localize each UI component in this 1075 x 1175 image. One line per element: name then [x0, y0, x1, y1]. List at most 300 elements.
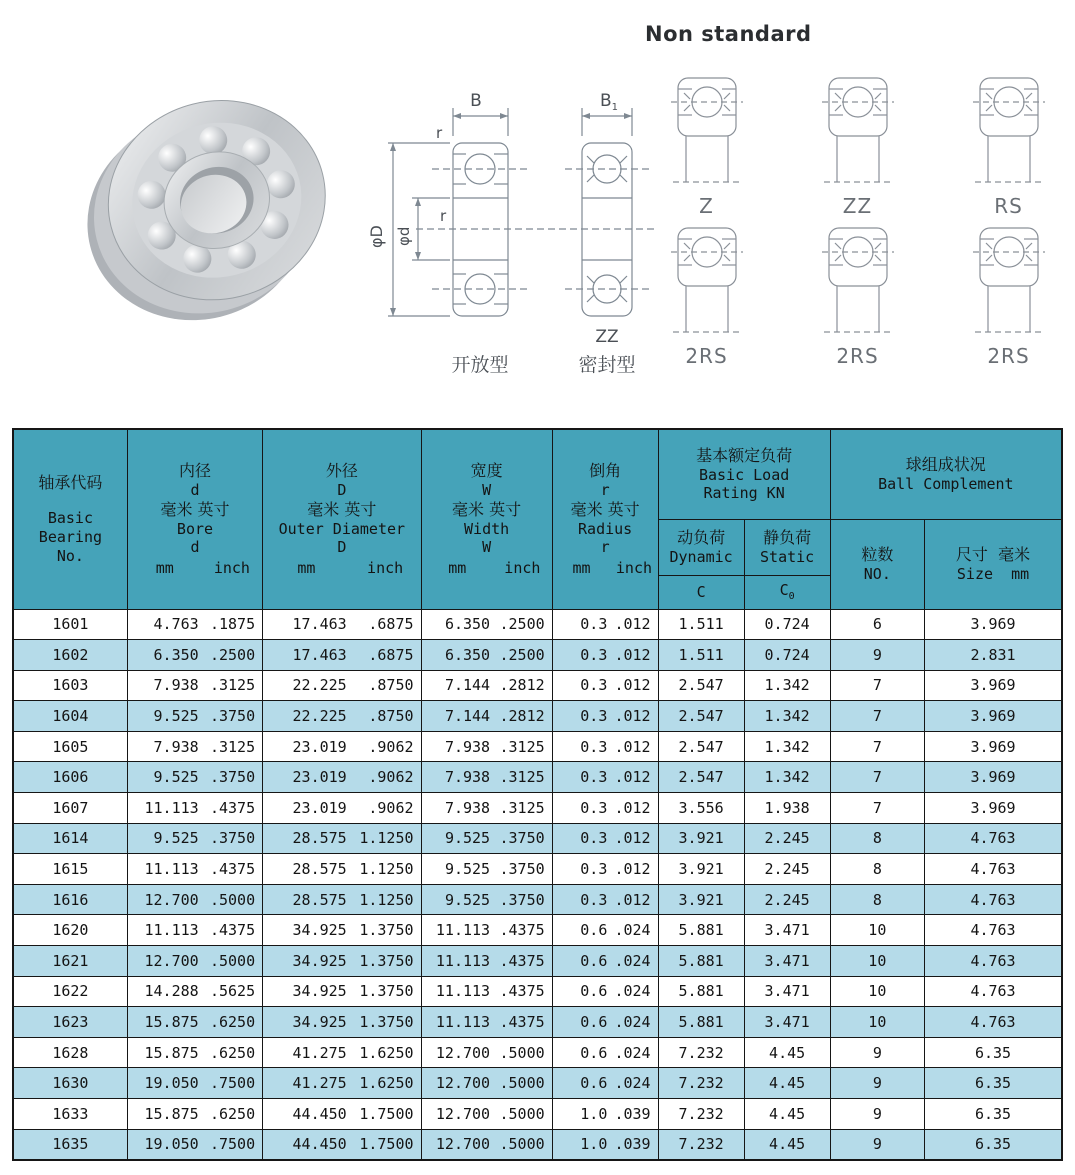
cell-outer-diameter [263, 946, 421, 977]
cell-dynamic-load: 3.921 [658, 854, 744, 885]
cell-outer-diameter [263, 609, 421, 640]
cell-width [421, 1129, 552, 1160]
bore-inch-value: .2500 [209, 645, 256, 664]
table-row [13, 884, 1062, 915]
cell-bore [127, 1068, 262, 1099]
width-inch-value: .2500 [499, 615, 545, 634]
cell-bearing-no: 1628 [13, 1037, 127, 1068]
od-mm-value: 41.275 [292, 1043, 347, 1062]
radius-mm-value: 0.3 [580, 768, 608, 787]
od-mm-value: 28.575 [292, 829, 347, 848]
radius-mm-value: 1.0 [580, 1104, 608, 1123]
non-standard-label: ZZ [842, 194, 873, 218]
bore-mm-value: 12.700 [144, 890, 199, 909]
cell-ball-size: 4.763 [925, 1007, 1062, 1038]
cell-static-load: 3.471 [744, 946, 830, 977]
cell-ball-count: 9 [830, 1129, 924, 1160]
cell-ball-count: 7 [830, 701, 924, 732]
cell-ball-count: 8 [830, 854, 924, 885]
bore-mm-value: 9.525 [153, 768, 199, 787]
table-row [13, 823, 1062, 854]
cell-outer-diameter [263, 854, 421, 885]
cell-static-load: 0.724 [744, 609, 830, 640]
cell-radius [552, 1068, 658, 1099]
od-mm-value: 17.463 [292, 615, 347, 634]
cell-radius [552, 1037, 658, 1068]
cell-radius [552, 884, 658, 915]
cell-radius [552, 701, 658, 732]
width-mm-value: 11.113 [435, 982, 491, 1001]
cell-ball-size: 4.763 [925, 976, 1062, 1007]
cell-dynamic-load: 2.547 [658, 762, 744, 793]
cell-ball-count: 7 [830, 731, 924, 762]
od-inch-value: 1.3750 [359, 951, 414, 970]
cell-bearing-no: 1615 [13, 854, 127, 885]
cell-bore [127, 1007, 262, 1038]
cell-outer-diameter [263, 1099, 421, 1130]
width-mm-value: 11.113 [435, 1013, 491, 1032]
table-row [13, 1007, 1062, 1038]
bore-inch-value: .6250 [209, 1013, 256, 1032]
cell-ball-size: 3.969 [925, 670, 1062, 701]
bore-inch-value: .3125 [209, 676, 256, 695]
cell-static-load: 4.45 [744, 1037, 830, 1068]
seal-type-diagram-icon [822, 222, 894, 344]
bore-mm-value: 11.113 [144, 798, 199, 817]
cell-ball-size: 4.763 [925, 884, 1062, 915]
od-mm-value: 34.925 [292, 951, 347, 970]
cell-outer-diameter [263, 731, 421, 762]
od-inch-value: .9062 [368, 798, 414, 817]
bore-mm-value: 19.050 [144, 1074, 199, 1093]
dim-label-r-top: r [436, 124, 443, 142]
cell-bearing-no: 1630 [13, 1068, 127, 1099]
width-inch-value: .4375 [499, 1013, 545, 1032]
cell-bore [127, 823, 262, 854]
bore-mm-value: 14.288 [144, 982, 199, 1001]
width-mm-value: 12.700 [435, 1074, 491, 1093]
col-header-outer-diameter: 外径 D 毫米 英寸 Outer Diameter D mm inch [263, 429, 421, 609]
width-mm-value: 12.700 [435, 1135, 491, 1154]
cell-dynamic-load: 5.881 [658, 946, 744, 977]
bore-inch-value: .1875 [209, 615, 256, 634]
seal-type-diagram-icon [973, 222, 1045, 344]
radius-inch-value: .024 [614, 1043, 651, 1062]
cell-ball-size: 3.969 [925, 701, 1062, 732]
dim-label-phiD: φD [367, 225, 386, 248]
od-mm-value: 22.225 [292, 707, 347, 726]
bore-mm-value: 7.938 [153, 737, 199, 756]
cell-ball-count: 9 [830, 1099, 924, 1130]
col-header-width: 宽度 W 毫米 英寸 Width W mm inch [421, 429, 552, 609]
radius-mm-value: 0.6 [580, 1074, 608, 1093]
cell-dynamic-load: 7.232 [658, 1129, 744, 1160]
cell-ball-count: 9 [830, 1068, 924, 1099]
cell-ball-size: 6.35 [925, 1129, 1062, 1160]
cell-width [421, 1099, 552, 1130]
cell-bore [127, 640, 262, 671]
cell-ball-count: 10 [830, 976, 924, 1007]
bore-inch-value: .3750 [209, 768, 256, 787]
non-standard-item [659, 72, 754, 218]
non-standard-label: Z [699, 194, 714, 218]
width-mm-value: 11.113 [435, 951, 491, 970]
cell-ball-count: 10 [830, 1007, 924, 1038]
radius-mm-value: 0.3 [580, 645, 608, 664]
non-standard-item [961, 72, 1056, 218]
bore-inch-value: .6250 [209, 1043, 256, 1062]
cell-ball-count: 8 [830, 884, 924, 915]
width-inch-value: .5000 [499, 1074, 545, 1093]
cell-dynamic-load: 2.547 [658, 731, 744, 762]
width-inch-value: .3125 [499, 768, 545, 787]
seal-type-diagram-icon [822, 72, 894, 194]
cell-bearing-no: 1607 [13, 793, 127, 824]
radius-inch-value: .012 [614, 645, 651, 664]
cell-bore [127, 976, 262, 1007]
table-row [13, 915, 1062, 946]
radius-mm-value: 0.6 [580, 921, 608, 940]
cell-outer-diameter [263, 640, 421, 671]
cell-width [421, 884, 552, 915]
cell-outer-diameter [263, 823, 421, 854]
cell-width [421, 946, 552, 977]
bore-inch-value: .3125 [209, 737, 256, 756]
table-row [13, 1129, 1062, 1160]
cell-radius [552, 670, 658, 701]
od-mm-value: 34.925 [292, 1013, 347, 1032]
cell-dynamic-load: 3.921 [658, 884, 744, 915]
cell-ball-size: 4.763 [925, 915, 1062, 946]
cell-bore [127, 1129, 262, 1160]
radius-inch-value: .024 [614, 1013, 651, 1032]
width-inch-value: .2812 [499, 676, 545, 695]
cell-bearing-no: 1620 [13, 915, 127, 946]
col-header-ball-count: 粒数 NO. [830, 519, 924, 609]
width-mm-value: 6.350 [444, 615, 491, 634]
table-row [13, 762, 1062, 793]
cell-outer-diameter [263, 762, 421, 793]
bore-inch-value: .4375 [209, 921, 256, 940]
width-mm-value: 9.525 [444, 860, 491, 879]
cell-outer-diameter [263, 884, 421, 915]
non-standard-item [961, 222, 1056, 368]
cell-width [421, 701, 552, 732]
table-row [13, 609, 1062, 640]
table-row [13, 701, 1062, 732]
cell-static-load: 1.938 [744, 793, 830, 824]
non-standard-label: 2RS [987, 344, 1030, 368]
cell-ball-count: 7 [830, 670, 924, 701]
width-inch-value: .2500 [499, 645, 545, 664]
cell-bore [127, 793, 262, 824]
cell-static-load: 4.45 [744, 1129, 830, 1160]
cell-dynamic-load: 1.511 [658, 609, 744, 640]
cell-bore [127, 731, 262, 762]
cell-static-load: 2.245 [744, 854, 830, 885]
dim-label-r-mid: r [440, 207, 447, 225]
od-inch-value: 1.1250 [359, 829, 414, 848]
cell-radius [552, 1007, 658, 1038]
cell-ball-size: 4.763 [925, 946, 1062, 977]
cell-radius [552, 915, 658, 946]
cell-outer-diameter [263, 1129, 421, 1160]
cell-bearing-no: 1633 [13, 1099, 127, 1130]
radius-inch-value: .012 [614, 860, 651, 879]
cell-width [421, 1007, 552, 1038]
cell-outer-diameter [263, 1068, 421, 1099]
bore-mm-value: 15.875 [144, 1043, 199, 1062]
bore-inch-value: .5625 [209, 982, 256, 1001]
od-inch-value: 1.3750 [359, 921, 414, 940]
bore-inch-value: .6250 [209, 1104, 256, 1123]
cross-section-drawing [360, 76, 665, 391]
bore-inch-value: .5000 [209, 890, 256, 909]
radius-inch-value: .024 [614, 1074, 651, 1093]
table-row [13, 1068, 1062, 1099]
od-mm-value: 17.463 [292, 645, 347, 664]
cell-width [421, 1037, 552, 1068]
cell-static-load: 3.471 [744, 915, 830, 946]
od-mm-value: 44.450 [292, 1135, 347, 1154]
cell-ball-size: 6.35 [925, 1037, 1062, 1068]
table-row [13, 854, 1062, 885]
width-inch-value: .2812 [499, 707, 545, 726]
cell-bearing-no: 1622 [13, 976, 127, 1007]
non-standard-label: 2RS [685, 344, 728, 368]
cell-ball-size: 4.763 [925, 823, 1062, 854]
col-header-ball-complement: 球组成状况 Ball Complement [830, 429, 1062, 519]
table-row [13, 1037, 1062, 1068]
width-inch-value: .3750 [499, 890, 545, 909]
cell-width [421, 915, 552, 946]
bore-mm-value: 9.525 [153, 829, 199, 848]
radius-inch-value: .024 [614, 951, 651, 970]
cell-radius [552, 609, 658, 640]
od-inch-value: .8750 [368, 707, 414, 726]
bearing-spec-table [12, 428, 1063, 1161]
radius-mm-value: 0.6 [580, 1043, 608, 1062]
cell-radius [552, 1099, 658, 1130]
bore-mm-value: 19.050 [144, 1135, 199, 1154]
radius-inch-value: .024 [614, 921, 651, 940]
non-standard-title: Non standard [645, 22, 812, 46]
od-mm-value: 44.450 [292, 1104, 347, 1123]
cell-ball-size: 3.969 [925, 609, 1062, 640]
bore-mm-value: 9.525 [153, 707, 199, 726]
od-inch-value: 1.6250 [359, 1074, 414, 1093]
col-header-c0: $C_0$ [744, 575, 830, 609]
width-mm-value: 11.113 [435, 921, 491, 940]
non-standard-grid [645, 72, 1070, 368]
cell-static-load: 0.724 [744, 640, 830, 671]
col-header-dynamic: 动负荷 Dynamic [658, 519, 744, 575]
width-mm-value: 12.700 [435, 1104, 491, 1123]
cell-static-load: 1.342 [744, 731, 830, 762]
spec-table-section [12, 428, 1075, 1161]
width-mm-value: 7.144 [444, 707, 491, 726]
table-row [13, 670, 1062, 701]
radius-inch-value: .024 [614, 982, 651, 1001]
cell-bore [127, 1037, 262, 1068]
cell-dynamic-load: 5.881 [658, 915, 744, 946]
cell-ball-size: 2.831 [925, 640, 1062, 671]
cell-ball-count: 10 [830, 946, 924, 977]
bore-mm-value: 11.113 [144, 921, 199, 940]
cell-static-load: 4.45 [744, 1068, 830, 1099]
od-mm-value: 28.575 [292, 890, 347, 909]
cell-dynamic-load: 2.547 [658, 670, 744, 701]
dim-label-B1: $B_1$ [600, 91, 619, 113]
cell-width [421, 823, 552, 854]
cell-bearing-no: 1601 [13, 609, 127, 640]
seal-type-diagram-icon [973, 72, 1045, 194]
cell-bearing-no: 1606 [13, 762, 127, 793]
cell-ball-count: 7 [830, 793, 924, 824]
table-row [13, 946, 1062, 977]
cell-static-load: 3.471 [744, 1007, 830, 1038]
radius-mm-value: 0.3 [580, 798, 608, 817]
non-standard-section [645, 22, 1070, 368]
radius-mm-value: 0.6 [580, 951, 608, 970]
cell-ball-size: 3.969 [925, 762, 1062, 793]
width-inch-value: .3125 [499, 798, 545, 817]
cell-radius [552, 793, 658, 824]
cell-bearing-no: 1604 [13, 701, 127, 732]
non-standard-label: RS [994, 194, 1023, 218]
radius-mm-value: 0.3 [580, 707, 608, 726]
cell-bore [127, 670, 262, 701]
radius-inch-value: .012 [614, 676, 651, 695]
table-row [13, 1099, 1062, 1130]
od-inch-value: .6875 [368, 645, 414, 664]
od-mm-value: 34.925 [292, 982, 347, 1001]
table-row [13, 731, 1062, 762]
non-standard-item [659, 222, 754, 368]
bore-inch-value: .3750 [209, 829, 256, 848]
cell-dynamic-load: 1.511 [658, 640, 744, 671]
cell-bore [127, 701, 262, 732]
table-body [13, 609, 1062, 1160]
table-row [13, 976, 1062, 1007]
cell-radius [552, 762, 658, 793]
sealed-type-label: 密封型 [578, 354, 636, 376]
cell-radius [552, 976, 658, 1007]
cell-bearing-no: 1614 [13, 823, 127, 854]
bearing-photo [78, 66, 343, 355]
radius-inch-value: .012 [614, 829, 651, 848]
od-mm-value: 23.019 [292, 768, 347, 787]
cell-static-load: 1.342 [744, 762, 830, 793]
cell-bore [127, 946, 262, 977]
width-inch-value: .4375 [499, 921, 545, 940]
od-inch-value: 1.6250 [359, 1043, 414, 1062]
cell-ball-size: 6.35 [925, 1068, 1062, 1099]
cell-static-load: 3.471 [744, 976, 830, 1007]
width-mm-value: 6.350 [444, 645, 491, 664]
width-mm-value: 7.938 [444, 737, 491, 756]
cell-width [421, 762, 552, 793]
col-header-bearing-no: 轴承代码 Basic Bearing No. [13, 429, 127, 609]
od-inch-value: .9062 [368, 768, 414, 787]
col-header-ball-size: 尺寸 毫米 Size mm [925, 519, 1062, 609]
cell-width [421, 640, 552, 671]
dim-label-B: B [470, 91, 482, 111]
cell-radius [552, 640, 658, 671]
width-inch-value: .3750 [499, 860, 545, 879]
width-inch-value: .3750 [499, 829, 545, 848]
cell-outer-diameter [263, 670, 421, 701]
cell-static-load: 2.245 [744, 823, 830, 854]
od-mm-value: 41.275 [292, 1074, 347, 1093]
bore-mm-value: 11.113 [144, 860, 199, 879]
radius-mm-value: 0.6 [580, 982, 608, 1001]
cell-dynamic-load: 7.232 [658, 1068, 744, 1099]
od-mm-value: 34.925 [292, 921, 347, 940]
cell-dynamic-load: 7.232 [658, 1037, 744, 1068]
cell-ball-size: 3.969 [925, 793, 1062, 824]
od-inch-value: 1.7500 [359, 1104, 414, 1123]
cell-static-load: 1.342 [744, 701, 830, 732]
cell-outer-diameter [263, 1007, 421, 1038]
width-inch-value: .4375 [499, 982, 545, 1001]
bore-mm-value: 4.763 [153, 615, 199, 634]
seal-type-diagram-icon [671, 72, 743, 194]
bore-mm-value: 15.875 [144, 1013, 199, 1032]
width-inch-value: .5000 [499, 1043, 545, 1062]
cell-bearing-no: 1623 [13, 1007, 127, 1038]
open-type-label: 开放型 [451, 354, 509, 376]
width-inch-value: .3125 [499, 737, 545, 756]
cell-bearing-no: 1602 [13, 640, 127, 671]
cell-width [421, 1068, 552, 1099]
col-header-bore: 内径 d 毫米 英寸 Bore d mm inch [127, 429, 262, 609]
bore-mm-value: 7.938 [153, 676, 199, 695]
cell-ball-count: 7 [830, 762, 924, 793]
cell-radius [552, 1129, 658, 1160]
cell-dynamic-load: 3.556 [658, 793, 744, 824]
table-row [13, 793, 1062, 824]
radius-inch-value: .012 [614, 798, 651, 817]
od-inch-value: 1.3750 [359, 1013, 414, 1032]
width-inch-value: .5000 [499, 1135, 545, 1154]
od-inch-value: 1.1250 [359, 890, 414, 909]
cell-radius [552, 854, 658, 885]
cell-ball-size: 3.969 [925, 731, 1062, 762]
bore-inch-value: .7500 [209, 1135, 256, 1154]
cell-width [421, 854, 552, 885]
radius-mm-value: 0.3 [580, 860, 608, 879]
cell-bearing-no: 1603 [13, 670, 127, 701]
cell-width [421, 609, 552, 640]
bore-inch-value: .3750 [209, 707, 256, 726]
cell-bearing-no: 1616 [13, 884, 127, 915]
cell-bore [127, 854, 262, 885]
od-inch-value: .6875 [368, 615, 414, 634]
cell-dynamic-load: 2.547 [658, 701, 744, 732]
width-mm-value: 12.700 [435, 1043, 491, 1062]
cell-radius [552, 731, 658, 762]
radius-inch-value: .039 [614, 1104, 651, 1123]
cell-radius [552, 946, 658, 977]
bearing-photo-image [78, 66, 343, 351]
radius-inch-value: .012 [614, 768, 651, 787]
col-header-basic-load: 基本额定负荷 Basic Load Rating KN [658, 429, 830, 519]
cell-ball-count: 8 [830, 823, 924, 854]
bore-mm-value: 15.875 [144, 1104, 199, 1123]
dim-label-phid: φd [395, 226, 413, 246]
radius-mm-value: 0.3 [580, 890, 608, 909]
